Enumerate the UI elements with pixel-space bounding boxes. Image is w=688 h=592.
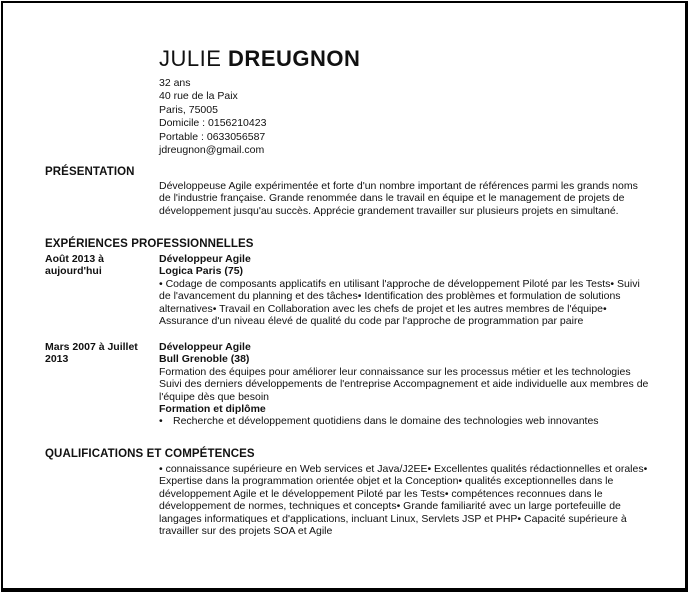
job-1 (159, 253, 649, 327)
job-2-company: Bull Grenoble (38) (159, 353, 250, 366)
resume-page (1, 1, 688, 592)
job-2-description: Formation des équipes pour améliorer leur connaissance sur les processus métier et les technologies Suivi des derniers développements de l'entreprise Accompagnement et aide individuelle aux membres de l'équipe dès que besoin (159, 365, 649, 403)
job-1-company: Logica Paris (75) (159, 265, 244, 278)
job-2-role: Développeur Agile (159, 341, 251, 353)
job-2 (159, 341, 649, 428)
experience-heading: EXPÉRIENCES PROFESSIONNELLES (45, 238, 254, 250)
job-2-bullet-text: Recherche et développement quotidiens dans le domaine des technologies web innovantes (173, 415, 599, 428)
contact-email[interactable]: jdreugnon@gmail.com (159, 144, 265, 157)
contact-street: 40 rue de la Paix (159, 90, 238, 103)
job-1-role: Développeur Agile (159, 253, 251, 265)
bullet-icon: • (159, 415, 163, 428)
qualifications-text: • connaissance supérieure en Web services et Java/J2EE• Excellentes qualités rédactionnelles et orales• Expertise dans la programmation orientée objet et la Conception• qualités exceptionnelles dans le développement Agile et le développement Piloté par les Tests• compétences reconnues dans le développement de normes, techniques et concepts• Grande familiarité avec un large portefeuille de langages informatiques et d'applications, incluant Linux, Servlets JSP et PHP• Capacité supérieure à travailler sur des projets SOA et Agile (159, 463, 648, 538)
contact-mobile-phone: Portable : 0633056587 (159, 130, 266, 143)
contact-age: 32 ans (159, 77, 191, 89)
job-2-bullet (159, 415, 649, 427)
presentation-heading: PRÉSENTATION (45, 166, 135, 178)
job-2-date: Mars 2007 à Juillet 2013 (45, 341, 138, 366)
contact-block (159, 77, 266, 157)
qualifications-heading: QUALIFICATIONS ET COMPÉTENCES (45, 448, 255, 460)
presentation-text: Développeuse Agile expérimentée et forte d'un nombre important de références parmi les grands noms de l'industrie française. Grande renommée dans le travail en équipe et le management de projets de développement jusqu'au succès. Apprécie grandement travailler sur plusieurs projets en simultané. (159, 180, 638, 217)
contact-home-phone: Domicile : 0156210423 (159, 117, 267, 130)
job-2-subheading: Formation et diplôme (159, 403, 266, 416)
contact-city: Paris, 75005 (159, 103, 218, 116)
first-name: JULIE (159, 46, 222, 71)
job-1-date: Août 2013 à aujourd'hui (45, 253, 104, 278)
candidate-name (159, 46, 360, 72)
last-name: DREUGNON (228, 46, 361, 71)
job-1-description: • Codage de composants applicatifs en utilisant l'approche de développement Piloté par les Tests• Suivi de l'avancement du planning et des tâches• Identification des problèmes et formulation de solutions alternatives• Travail en Collaboration avec les chefs de projet et les autres membres de l'équipe• Assurance d'un niveau élevé de qualité du code par l'approche de programmation par paire (159, 277, 640, 328)
